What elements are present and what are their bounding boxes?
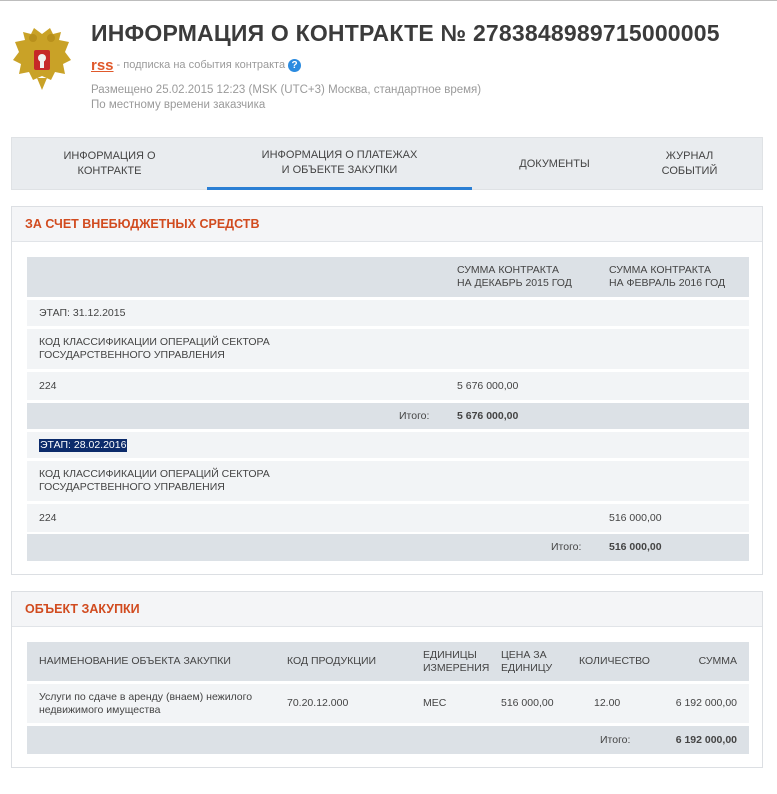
- total-value: 6 192 000,00: [675, 733, 737, 746]
- stage-label: ЭТАП: 31.12.2015: [39, 306, 126, 319]
- tab-documents[interactable]: [472, 138, 637, 190]
- total-label: Итого:: [551, 541, 582, 553]
- purchase-code: 70.20.12.000: [287, 697, 349, 709]
- tab-label: ИНФОРМАЦИЯ О: [63, 150, 156, 162]
- total-value: 5 676 000,00: [457, 409, 519, 422]
- kosgu-header-row: [27, 329, 749, 369]
- col-qty-header: КОЛИЧЕСТВО: [579, 655, 650, 667]
- stage-label-wrap: [39, 432, 127, 458]
- total-value: 516 000,00: [609, 541, 662, 553]
- col-code-header: КОД ПРОДУКЦИИ: [287, 655, 377, 667]
- total-label: Итого:: [399, 409, 430, 422]
- table-header: [27, 642, 749, 681]
- tab-bar: [11, 137, 763, 190]
- total-row: [27, 403, 749, 429]
- total-row: [27, 534, 749, 561]
- tab-event-log[interactable]: [637, 138, 742, 190]
- kosgu-label: КОД КЛАССИФИКАЦИИ ОПЕРАЦИЙ СЕКТОРА ГОСУДАРСТВЕННОГО УПРАВЛЕНИЯ: [39, 468, 270, 493]
- col-dec-header: СУММА КОНТРАКТА НА ДЕКАБРЬ 2015 ГОД: [457, 264, 572, 289]
- tab-label: И ОБЪЕКТЕ ЗАКУПКИ: [281, 163, 398, 176]
- kosgu-code: 224: [39, 379, 57, 392]
- col-unit-header: ЕДИНИЦЫ ИЗМЕРЕНИЯ: [423, 648, 490, 674]
- stage-row: [27, 432, 749, 458]
- total-row: [27, 726, 749, 754]
- tab-payments-info[interactable]: [207, 138, 472, 190]
- table-row: [27, 372, 749, 400]
- extrabudget-panel: [11, 206, 763, 575]
- page-title: ИНФОРМАЦИЯ О КОНТРАКТЕ № 2783848989715000005: [91, 20, 720, 46]
- purchase-price: 516 000,00: [501, 697, 554, 709]
- table-header: [27, 257, 749, 297]
- rss-description: - подписка на события контракта: [116, 59, 286, 71]
- col-name-header: НАИМЕНОВАНИЕ ОБЪЕКТА ЗАКУПКИ: [39, 655, 231, 667]
- coat-of-arms-icon: [11, 26, 73, 92]
- rss-link[interactable]: rss: [91, 56, 114, 74]
- kosgu-header-row: [27, 461, 749, 501]
- purchase-name: Услуги по сдаче в аренду (внаем) нежилого недвижимого имущества: [39, 690, 253, 716]
- purchase-title: ОБЪЕКТ ЗАКУПКИ: [12, 592, 762, 627]
- kosgu-label: КОД КЛАССИФИКАЦИИ ОПЕРАЦИЙ СЕКТОРА ГОСУДАРСТВЕННОГО УПРАВЛЕНИЯ: [39, 336, 270, 361]
- tab-label: КОНТРАКТЕ: [77, 165, 142, 177]
- rss-line: [91, 56, 301, 74]
- amount-feb: 516 000,00: [609, 511, 662, 524]
- tab-label: ЖУРНАЛ: [665, 150, 714, 162]
- tab-label: СОБЫТИЙ: [661, 165, 718, 177]
- purchase-sum: 6 192 000,00: [675, 697, 737, 709]
- col-price-header: ЦЕНА ЗА ЕДИНИЦУ: [501, 648, 553, 674]
- local-time-note: По местному времени заказчика: [91, 99, 266, 111]
- table-row: [27, 684, 749, 723]
- extrabudget-title: ЗА СЧЕТ ВНЕБЮДЖЕТНЫХ СРЕДСТВ: [12, 207, 762, 242]
- help-icon[interactable]: ?: [288, 59, 301, 72]
- tab-label: ИНФОРМАЦИЯ О ПЛАТЕЖАХ: [261, 148, 418, 161]
- purchase-panel: [11, 591, 763, 768]
- col-sum-header: СУММА: [698, 655, 737, 667]
- top-border: [0, 0, 777, 1]
- purchase-qty: 12.00: [594, 697, 621, 709]
- purchase-unit: МЕС: [423, 697, 447, 709]
- tab-label: ДОКУМЕНТЫ: [519, 157, 590, 170]
- total-label: Итого:: [600, 733, 631, 746]
- table-row: [27, 504, 749, 532]
- amount-dec: 5 676 000,00: [457, 379, 519, 392]
- col-feb-header: СУММА КОНТРАКТА НА ФЕВРАЛЬ 2016 ГОД: [609, 264, 726, 289]
- stage-row: [27, 300, 749, 326]
- tab-contract-info[interactable]: [12, 138, 207, 190]
- kosgu-code: 224: [39, 511, 57, 524]
- stage-label: ЭТАП: 28.02.2016: [40, 438, 127, 451]
- posted-date: Размещено 25.02.2015 12:23 (MSK (UTC+3) Москва, стандартное время): [91, 84, 482, 96]
